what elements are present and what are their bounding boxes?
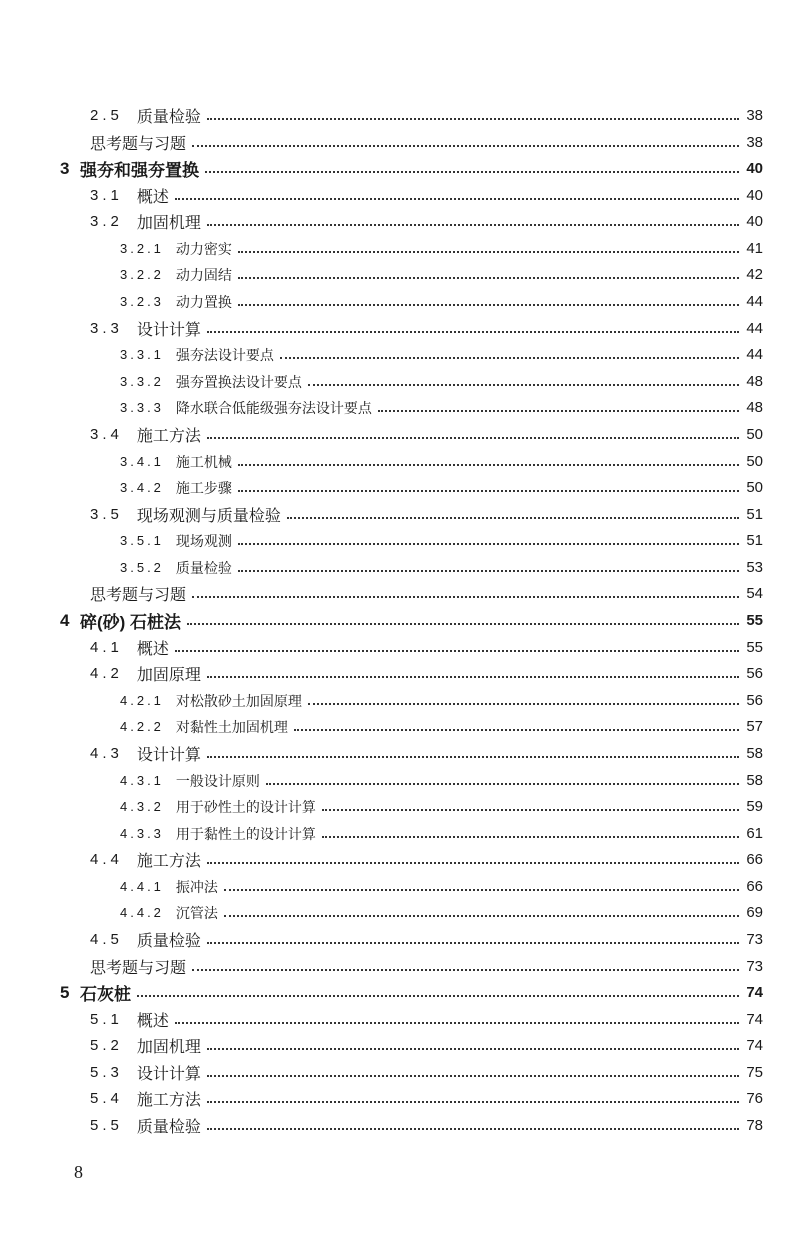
toc-entry-title: 振冲法	[175, 879, 218, 896]
toc-entry-page: 51	[746, 532, 763, 549]
toc-entry-page: 55	[746, 639, 763, 656]
toc-section-entry	[90, 315, 763, 342]
toc-exercise-entry	[90, 953, 763, 980]
toc-entry-number: 5	[60, 982, 70, 1002]
toc-section-entry	[90, 634, 763, 661]
toc-entry-title: 思考题与习题	[90, 958, 187, 977]
toc-entry-page: 50	[746, 426, 763, 443]
toc-entry-title: 施工机械	[175, 454, 232, 471]
toc-entry-page: 51	[746, 506, 763, 523]
toc-entry-title: 施工方法	[136, 851, 201, 870]
toc-dot-leader	[238, 490, 739, 492]
toc-subsection-entry	[120, 288, 763, 315]
toc-section-entry	[90, 208, 763, 235]
toc-section-entry	[90, 660, 763, 687]
toc-dot-leader	[192, 596, 739, 598]
toc-section-entry	[90, 102, 763, 129]
toc-dot-leader	[207, 942, 739, 944]
toc-entry-number: 4.3.3	[120, 826, 164, 841]
toc-chapter-entry	[60, 155, 763, 182]
toc-entry-number: 4.5	[90, 931, 123, 948]
toc-entry-number: 2.5	[90, 107, 123, 124]
toc-section-entry	[90, 740, 763, 767]
toc-subsection-entry	[120, 767, 763, 794]
toc-subsection-entry	[120, 394, 763, 421]
toc-entry-title: 对黏性土加固机理	[175, 719, 288, 736]
toc-dot-leader	[238, 277, 739, 279]
toc-subsection-entry	[120, 368, 763, 395]
toc-entry-title: 设计计算	[136, 320, 201, 339]
toc-entry-page: 75	[746, 1064, 763, 1081]
toc-entry-page: 54	[746, 585, 763, 602]
toc-entry-page: 41	[746, 240, 763, 257]
toc-entry-title: 思考题与习题	[90, 134, 187, 153]
toc-dot-leader	[308, 384, 739, 386]
toc-dot-leader	[207, 862, 739, 864]
toc-entry-page: 38	[746, 107, 763, 124]
page-number: 8	[74, 1162, 83, 1182]
toc-section-entry	[90, 501, 763, 528]
toc-entry-number: 3.3.1	[120, 347, 164, 362]
toc-subsection-entry	[120, 713, 763, 740]
toc-entry-number: 3.2.1	[120, 241, 164, 256]
toc-entry-number: 3.2	[90, 213, 123, 230]
toc-dot-leader	[207, 756, 739, 758]
toc-entry-number: 3.3.3	[120, 400, 164, 415]
toc-entry-number: 3.1	[90, 187, 123, 204]
toc-entry-title: 质量检验	[175, 560, 232, 577]
toc-entry-page: 42	[746, 266, 763, 283]
toc-entry-title: 用于黏性土的设计计算	[175, 826, 316, 843]
toc-entry-title: 施工方法	[136, 1090, 201, 1109]
toc-entry-page: 57	[746, 718, 763, 735]
toc-entry-title: 质量检验	[136, 931, 201, 950]
toc-entry-number: 3.4.2	[120, 480, 164, 495]
toc-entry-title: 强夯和强夯置换	[80, 161, 199, 180]
toc-dot-leader	[238, 304, 739, 306]
toc-chapter-entry	[60, 607, 763, 634]
toc-entry-page: 58	[746, 772, 763, 789]
toc-entry-number: 4.4.2	[120, 905, 164, 920]
toc-dot-leader	[207, 1048, 739, 1050]
toc-entry-number: 4.3.2	[120, 799, 164, 814]
toc-subsection-entry	[120, 474, 763, 501]
toc-dot-leader	[175, 650, 739, 652]
toc-entry-number: 4.3	[90, 745, 123, 762]
toc-section-entry	[90, 1059, 763, 1086]
toc-entry-page: 61	[746, 825, 763, 842]
toc-entry-page: 48	[746, 373, 763, 390]
toc-entry-title: 现场观测	[175, 533, 232, 550]
toc-exercise-entry	[90, 129, 763, 156]
toc-subsection-entry	[120, 527, 763, 554]
toc-entry-title: 质量检验	[136, 107, 201, 126]
toc-dot-leader	[238, 464, 739, 466]
toc-dot-leader	[207, 1101, 739, 1103]
toc-entry-title: 概述	[136, 187, 169, 206]
toc-entry-page: 76	[746, 1090, 763, 1107]
toc-dot-leader	[205, 171, 739, 173]
toc-entry-number: 5.5	[90, 1117, 123, 1134]
toc-entry-page: 56	[746, 692, 763, 709]
toc-entry-number: 3.4	[90, 426, 123, 443]
toc-entry-number: 5.3	[90, 1064, 123, 1081]
toc-entry-number: 3.4.1	[120, 454, 164, 469]
toc-dot-leader	[378, 410, 739, 412]
toc-entry-number: 4.2.2	[120, 719, 164, 734]
toc-entry-title: 石灰桩	[80, 985, 131, 1004]
toc-dot-leader	[207, 437, 739, 439]
toc-dot-leader	[238, 543, 739, 545]
toc-entry-number: 5.1	[90, 1011, 123, 1028]
toc-entry-number: 3.3.2	[120, 374, 164, 389]
toc-entry-page: 40	[746, 213, 763, 230]
toc-entry-page: 59	[746, 798, 763, 815]
toc-subsection-entry	[120, 261, 763, 288]
toc-entry-number: 3.2.3	[120, 294, 164, 309]
toc-section-entry	[90, 1006, 763, 1033]
toc-entry-title: 设计计算	[136, 1064, 201, 1083]
toc-section-entry	[90, 1032, 763, 1059]
toc-entry-number: 3.3	[90, 320, 123, 337]
toc-dot-leader	[207, 1128, 739, 1130]
toc-entry-title: 现场观测与质量检验	[136, 506, 281, 525]
toc-entry-number: 5.4	[90, 1090, 123, 1107]
toc-entry-page: 38	[746, 134, 763, 151]
toc-subsection-entry	[120, 899, 763, 926]
toc-entry-title: 碎(砂) 石桩法	[80, 613, 182, 632]
toc-section-entry	[90, 182, 763, 209]
toc-entry-page: 58	[746, 745, 763, 762]
toc-entry-number: 4.2.1	[120, 693, 164, 708]
toc-dot-leader	[192, 145, 739, 147]
toc-entry-title: 对松散砂土加固原理	[175, 693, 302, 710]
toc-dot-leader	[238, 570, 739, 572]
toc-entry-title: 用于砂性土的设计计算	[175, 799, 316, 816]
toc-subsection-entry	[120, 554, 763, 581]
toc-dot-leader	[238, 251, 739, 253]
toc-entry-page: 55	[746, 612, 763, 629]
toc-dot-leader	[207, 224, 739, 226]
toc-dot-leader	[207, 676, 739, 678]
toc-entry-page: 40	[746, 160, 763, 177]
toc-subsection-entry	[120, 448, 763, 475]
toc-subsection-entry	[120, 687, 763, 714]
toc-dot-leader	[224, 915, 739, 917]
toc-entry-number: 4.2	[90, 665, 123, 682]
toc-dot-leader	[224, 889, 739, 891]
toc-entry-title: 动力密实	[175, 241, 232, 258]
toc-dot-leader	[187, 623, 739, 625]
toc-section-entry	[90, 926, 763, 953]
toc-entry-title: 设计计算	[136, 745, 201, 764]
toc-entry-page: 78	[746, 1117, 763, 1134]
toc-dot-leader	[207, 1075, 739, 1077]
toc-section-entry	[90, 846, 763, 873]
toc-entry-title: 施工步骤	[175, 480, 232, 497]
toc-dot-leader	[207, 331, 739, 333]
toc-entry-page: 74	[746, 1037, 763, 1054]
toc-entry-title: 一般设计原则	[175, 773, 260, 790]
toc-entry-number: 4.4	[90, 851, 123, 868]
toc-entry-number: 3.5.2	[120, 560, 164, 575]
toc-section-entry	[90, 1085, 763, 1112]
toc-entry-title: 加固机理	[136, 213, 201, 232]
toc-entry-page: 66	[746, 878, 763, 895]
toc-entry-page: 53	[746, 559, 763, 576]
toc-dot-leader	[322, 809, 739, 811]
toc-entry-title: 动力固结	[175, 267, 232, 284]
toc-entry-page: 73	[746, 931, 763, 948]
toc-dot-leader	[294, 729, 739, 731]
toc-exercise-entry	[90, 580, 763, 607]
toc-subsection-entry	[120, 873, 763, 900]
toc-entry-number: 3.5	[90, 506, 123, 523]
toc-entry-page: 48	[746, 399, 763, 416]
toc-entry-number: 4	[60, 610, 70, 630]
toc-entry-number: 3	[60, 158, 70, 178]
toc-entry-title: 加固机理	[136, 1037, 201, 1056]
toc-entry-page: 56	[746, 665, 763, 682]
toc-dot-leader	[207, 118, 739, 120]
toc-entry-title: 质量检验	[136, 1117, 201, 1136]
toc-subsection-entry	[120, 341, 763, 368]
toc-subsection-entry	[120, 820, 763, 847]
toc-entry-number: 4.3.1	[120, 773, 164, 788]
toc-entry-page: 69	[746, 904, 763, 921]
toc-entry-title: 概述	[136, 1011, 169, 1030]
toc-entry-page: 74	[746, 1011, 763, 1028]
toc-entry-page: 50	[746, 479, 763, 496]
toc-subsection-entry	[120, 793, 763, 820]
toc-entry-title: 强夯法设计要点	[175, 347, 274, 364]
toc-chapter-entry	[60, 979, 763, 1006]
toc-entry-title: 强夯置换法设计要点	[175, 374, 302, 391]
toc-entry-page: 50	[746, 453, 763, 470]
toc-dot-leader	[175, 198, 739, 200]
toc-section-entry	[90, 421, 763, 448]
toc-dot-leader	[280, 357, 739, 359]
toc-entry-title: 思考题与习题	[90, 585, 187, 604]
toc-entry-page: 44	[746, 346, 763, 363]
toc-entry-page: 73	[746, 958, 763, 975]
toc-dot-leader	[322, 836, 739, 838]
toc-entry-title: 动力置换	[175, 294, 232, 311]
toc-subsection-entry	[120, 235, 763, 262]
toc-section-entry	[90, 1112, 763, 1139]
toc-entry-number: 5.2	[90, 1037, 123, 1054]
toc-entry-page: 44	[746, 320, 763, 337]
toc-dot-leader	[192, 969, 739, 971]
toc-entry-title: 施工方法	[136, 426, 201, 445]
toc-entry-number: 3.2.2	[120, 267, 164, 282]
toc-dot-leader	[175, 1022, 739, 1024]
toc-dot-leader	[308, 703, 739, 705]
toc-entry-page: 44	[746, 293, 763, 310]
toc-entry-title: 概述	[136, 639, 169, 658]
toc-dot-leader	[266, 783, 739, 785]
toc-entry-number: 4.1	[90, 639, 123, 656]
toc-entry-page: 74	[746, 984, 763, 1001]
toc-entry-number: 3.5.1	[120, 533, 164, 548]
toc-dot-leader	[287, 517, 739, 519]
toc-entry-title: 降水联合低能级强夯法设计要点	[175, 400, 372, 417]
toc-dot-leader	[137, 995, 739, 997]
toc-entry-page: 40	[746, 187, 763, 204]
toc-entry-title: 沉管法	[175, 905, 218, 922]
toc-entry-number: 4.4.1	[120, 879, 164, 894]
toc-entry-page: 66	[746, 851, 763, 868]
toc-entry-title: 加固原理	[136, 665, 201, 684]
